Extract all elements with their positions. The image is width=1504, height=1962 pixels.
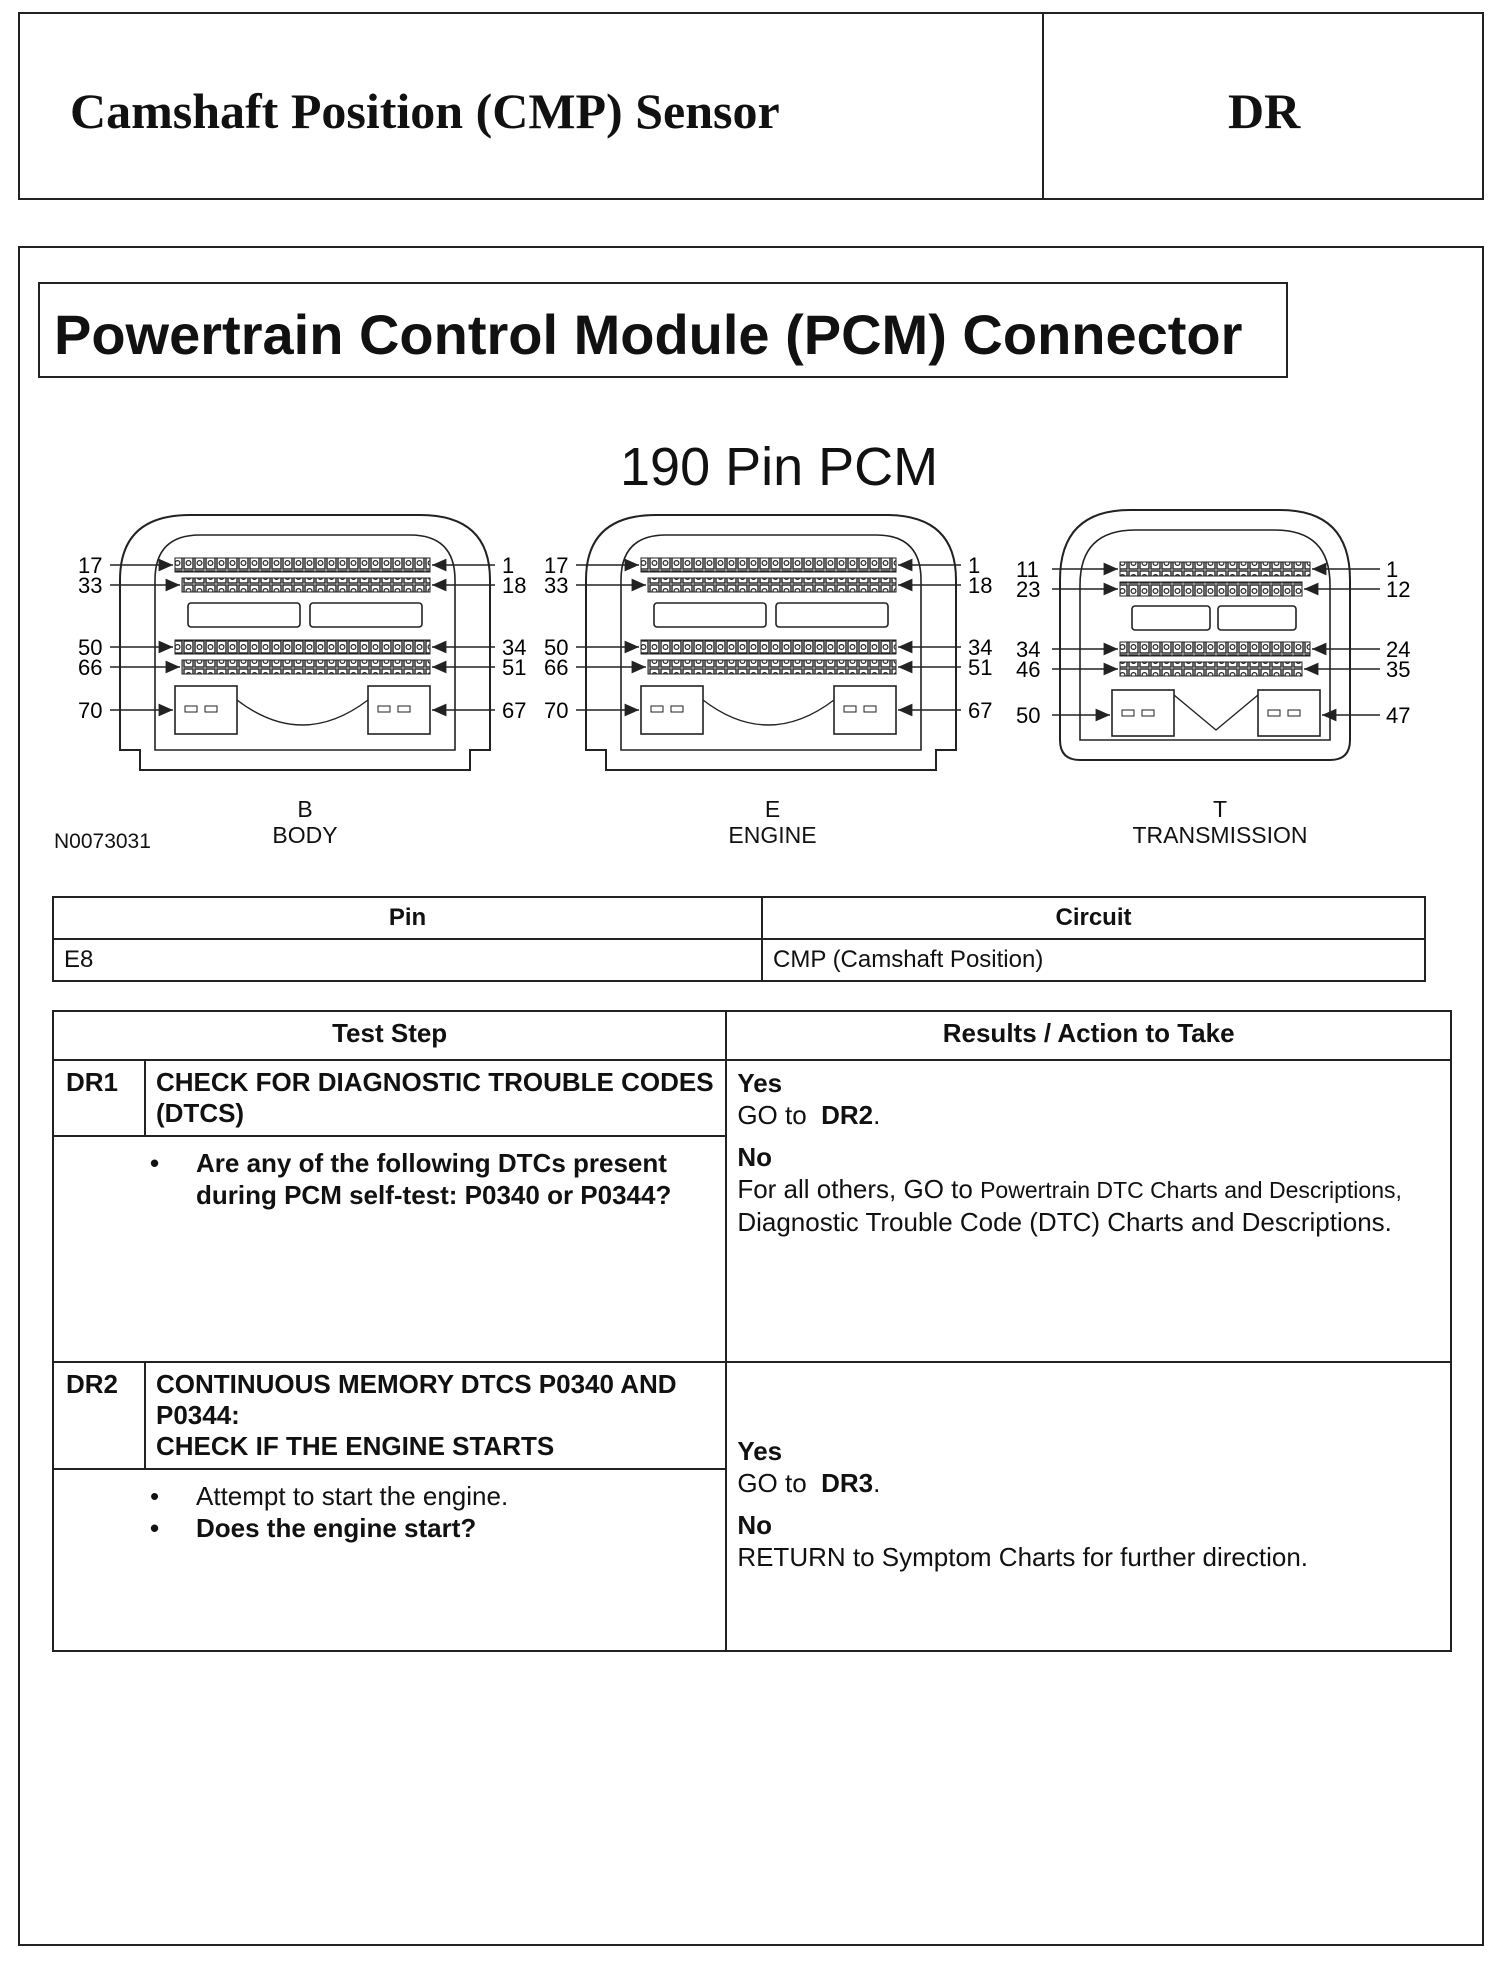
step-dr1-title-row xyxy=(53,1060,1451,1136)
pin-label: 67 xyxy=(502,698,527,723)
pin-label: 33 xyxy=(544,573,569,598)
pin-label: 34 xyxy=(1016,637,1041,662)
connector-letter: T xyxy=(1212,796,1228,822)
yes-label: Yes xyxy=(737,1436,783,1466)
pin-label: 66 xyxy=(78,655,103,680)
pin-label: 50 xyxy=(1016,703,1041,728)
pin-label: 46 xyxy=(1016,657,1041,682)
no-link[interactable]: Powertrain DTC Charts and Descriptions, xyxy=(980,1177,1402,1203)
no-text: RETURN to Symptom Charts for further direction. xyxy=(737,1542,1309,1572)
step-body xyxy=(53,1136,726,1362)
pin-label: 51 xyxy=(502,655,527,680)
pcm-connector-diagram xyxy=(40,500,1460,790)
yes-prefix: GO to xyxy=(737,1468,807,1498)
section-code: DR xyxy=(1228,83,1301,139)
pin-header: Pin xyxy=(53,897,762,939)
pin-label: 17 xyxy=(544,553,569,578)
pin-label: 1 xyxy=(502,553,515,578)
pin-label: 11 xyxy=(1016,557,1039,582)
pin-label: 47 xyxy=(1386,703,1411,728)
page-title: Camshaft Position (CMP) Sensor xyxy=(70,83,780,139)
connector-caption-engine xyxy=(690,796,855,848)
step-bullet: • Are any of the following DTCs present during PCM self-test: P0340 or P0344? xyxy=(150,1147,715,1211)
step-id: DR2 xyxy=(53,1362,145,1469)
step-bullet: • Does the engine start? xyxy=(150,1512,715,1544)
connector-letter: B xyxy=(297,796,313,822)
pin-label: 50 xyxy=(78,635,103,660)
results-header: Results / Action to Take xyxy=(726,1011,1451,1060)
pin-label: 24 xyxy=(1386,637,1411,662)
pin-label: 18 xyxy=(968,573,993,598)
circuit-cell: CMP (Camshaft Position) xyxy=(762,939,1425,981)
pin-label: 51 xyxy=(968,655,993,680)
connector-name: ENGINE xyxy=(728,822,817,848)
connector-engine xyxy=(544,515,992,770)
step-title xyxy=(145,1362,726,1469)
pin-label: 17 xyxy=(78,553,103,578)
yes-target-link[interactable]: DR2 xyxy=(821,1100,874,1130)
pin-label: 34 xyxy=(968,635,993,660)
step-dr2-title-row xyxy=(53,1362,1451,1469)
circuit-header: Circuit xyxy=(762,897,1425,939)
no-label: No xyxy=(737,1142,772,1172)
figure-id: N0073031 xyxy=(54,830,151,853)
pin-label: 1 xyxy=(968,553,981,578)
step-dr2-results: Yes GO to DR3. No RETURN to Symptom Charts for further direction. xyxy=(726,1362,1451,1651)
pin-label: 18 xyxy=(502,573,527,598)
no-text-ref: Diagnostic Trouble Code (DTC) Charts and Descriptions. xyxy=(737,1207,1392,1237)
pin-label: 70 xyxy=(78,698,103,723)
yes-prefix: GO to xyxy=(737,1100,807,1130)
no-label: No xyxy=(737,1510,772,1540)
pin-label: 67 xyxy=(968,698,993,723)
pin-label: 34 xyxy=(502,635,527,660)
step-bullet: • Attempt to start the engine. xyxy=(150,1480,715,1512)
pin-label: 1 xyxy=(1386,557,1399,582)
pin-label: 12 xyxy=(1386,577,1411,602)
connector-name: TRANSMISSION xyxy=(1132,822,1308,848)
connector-letter: E xyxy=(764,796,781,822)
step-title-line: CONTINUOUS MEMORY DTCS P0340 AND P0344: xyxy=(156,1369,677,1430)
yes-target-link[interactable]: DR3 xyxy=(821,1468,874,1498)
test-step-header: Test Step xyxy=(53,1011,726,1060)
pin-label: 23 xyxy=(1016,577,1041,602)
connector-transmission xyxy=(1016,510,1410,760)
pin-label: 35 xyxy=(1386,657,1411,682)
yes-label: Yes xyxy=(737,1068,783,1098)
pin-label: 66 xyxy=(544,655,569,680)
test-step-table xyxy=(52,1010,1452,1652)
step-title: CHECK FOR DIAGNOSTIC TROUBLE CODES (DTCS) xyxy=(145,1060,726,1136)
step-body xyxy=(53,1469,726,1651)
connector-body xyxy=(78,515,526,770)
step-title-line: CHECK IF THE ENGINE STARTS xyxy=(156,1431,555,1461)
step-id: DR1 xyxy=(53,1060,145,1136)
table-row xyxy=(53,939,1425,981)
pin-label: 70 xyxy=(544,698,569,723)
pin-cell: E8 xyxy=(53,939,762,981)
pin-circuit-table xyxy=(52,896,1426,982)
header-divider xyxy=(1042,12,1044,200)
pin-label: 33 xyxy=(78,573,103,598)
connector-caption-body xyxy=(230,796,380,848)
no-text: For all others, GO to xyxy=(737,1174,973,1204)
section-title: Powertrain Control Module (PCM) Connector xyxy=(54,303,1243,366)
pin-label: 50 xyxy=(544,635,569,660)
step-dr1-results: Yes GO to DR2. No For all others, GO to Powertrain DTC Charts and Descriptions, Diagnostic Trouble Code (DTC) Charts and Descriptions. xyxy=(726,1060,1451,1362)
connector-name: BODY xyxy=(272,822,338,848)
pcm-pin-count: 190 Pin PCM xyxy=(620,437,939,497)
connector-caption-transmission xyxy=(1110,796,1330,848)
